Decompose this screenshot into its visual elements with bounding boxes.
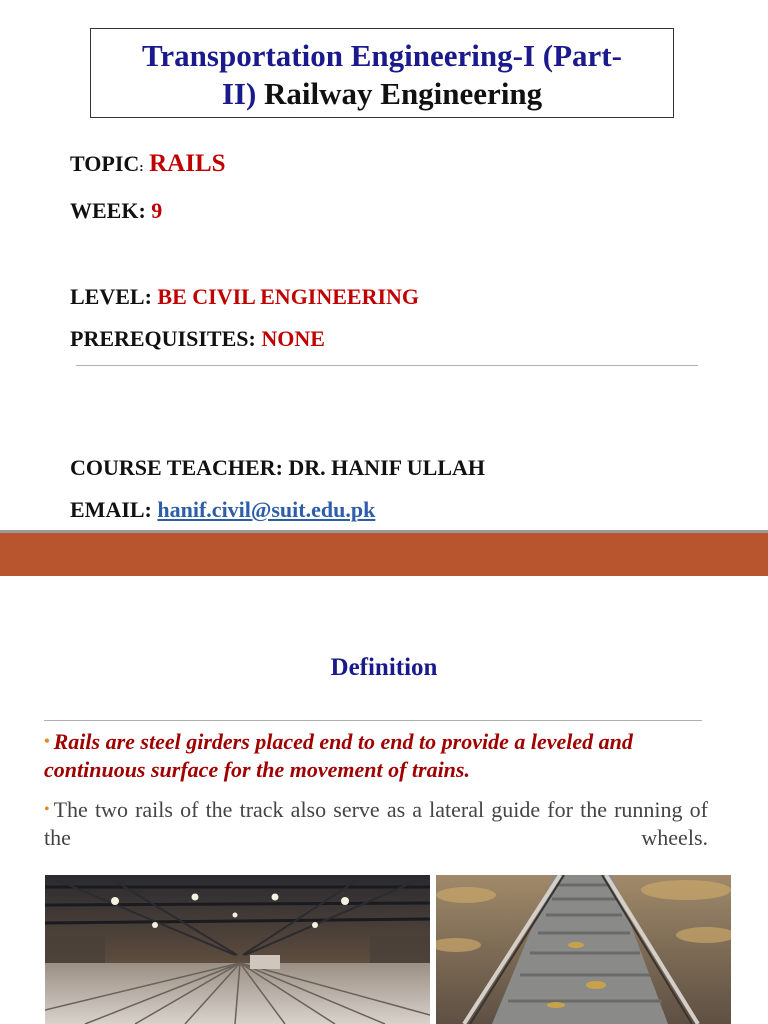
week-label: WEEK: xyxy=(70,198,152,223)
week-field xyxy=(70,198,162,224)
topic-label: TOPIC xyxy=(70,151,140,176)
bullet-dot-icon: • xyxy=(44,733,50,750)
bullet-lateral-guide xyxy=(44,796,708,880)
slide-definition xyxy=(0,576,768,1024)
title-box xyxy=(90,28,674,118)
level-value: BE CIVIL ENGINEERING xyxy=(157,284,420,309)
bullet-definition xyxy=(44,728,708,784)
level-label: LEVEL: xyxy=(70,284,158,309)
course-title-line1: Transportation Engineering-I (Part- xyxy=(142,38,622,73)
prerequisites-value: NONE xyxy=(261,326,325,351)
definition-divider xyxy=(44,720,702,721)
topic-colon: : xyxy=(139,159,144,174)
railway-track-photo xyxy=(436,875,731,1024)
topic-value: RAILS xyxy=(149,150,226,177)
bullet-text: Rails are steel girders placed end to end to provide a leveled and continuous surface for the movement of trains. xyxy=(44,729,633,782)
divider-line xyxy=(76,365,698,366)
topic-field xyxy=(70,150,226,178)
email-field xyxy=(70,497,375,523)
email-label: EMAIL: xyxy=(70,497,158,522)
course-title-line2 xyxy=(91,75,673,113)
rail-factory-hall-photo xyxy=(45,875,430,1024)
week-value: 9 xyxy=(151,198,163,223)
teacher-field: COURSE TEACHER: DR. HANIF ULLAH xyxy=(70,455,485,480)
bullet-text: The two rails of the track also serve as a lateral guide for the running of the wheels. xyxy=(44,797,708,850)
level-field xyxy=(70,284,419,310)
email-link[interactable]: hanif.civil@suit.edu.pk xyxy=(157,497,376,522)
bullet-dot-icon: • xyxy=(44,801,50,818)
prerequisites-label: PREREQUISITES: xyxy=(70,326,262,351)
slide-separator-orange xyxy=(0,533,768,576)
prerequisites-field xyxy=(70,326,325,352)
definition-title: Definition xyxy=(330,654,438,681)
course-subtitle: Railway Engineering xyxy=(256,76,543,111)
course-title-part: II) xyxy=(221,76,257,111)
